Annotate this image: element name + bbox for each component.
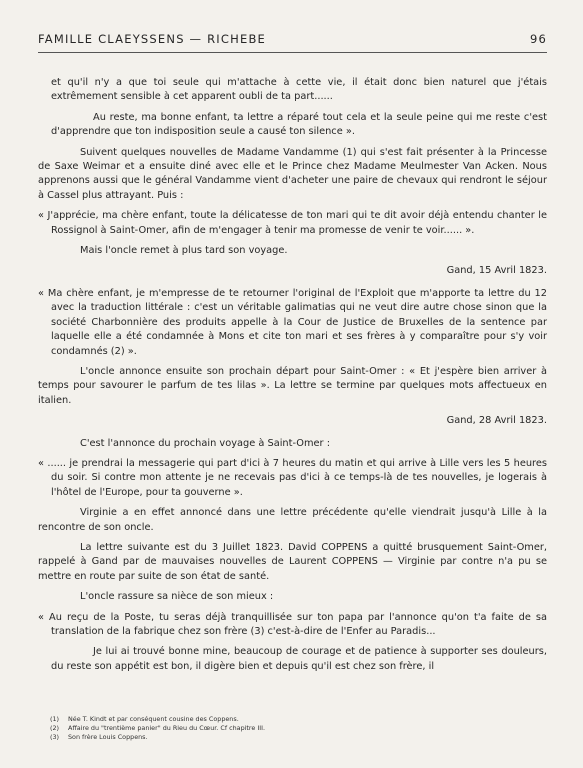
footnote [50,733,547,742]
paragraph: C'est l'annonce du prochain voyage à Saint-Omer : [80,437,330,449]
paragraph: Suivent quelques nouvelles de Madame Vandamme (1) qui s'est fait présenter à la Princesse de Saxe Weimar et a ensuite diné avec elle et le Prince chez Madame Meulmester Van Acken. Nous apprenons aussi que le général Vandamme vient d'acheter une paire de chevaux qui rendront le séjour à Cassel plus attrayant. Puis : [38,146,547,201]
page-number: 96 [529,32,547,46]
footnotes [50,715,547,742]
dateline: Gand, 15 Avril 1823. [446,265,547,277]
quote-paragraph: « J'apprécie, ma chère enfant, toute la délicatesse de ton mari qui te dit avoir déjà entendu chanter le Rossignol à Saint-Omer, afin de m'engager à tenir ma promesse de venir te voir...... ». [38,210,547,236]
quote-paragraph: « ...... je prendrai la messagerie qui part d'ici à 7 heures du matin et qui arrive à Lille vers les 5 heures du soir. Si contre mon attente je ne recevais pas d'ici à ce temps-là de tes nouvelles, je logerais à l'hôtel de l'Europe, pour ta gouverne ». [38,457,547,498]
paragraph: et qu'il n'y a que toi seule qui m'attache à cette vie, il était donc bien naturel que j'étais extrêmement sensible à cet apparent oubli de ta part...... [51,77,547,103]
footnote-number: (2) [50,724,60,732]
quote-paragraph: « Au reçu de la Poste, tu seras déjà tranquillisée sur ton papa par l'annonce qu'on t'a faite de sa translation de la fabrique chez son frère (3) c'est-à-dire de l'Enfer au Paradis... [38,611,547,637]
page-header [38,32,547,53]
paragraph: Je lui ai trouvé bonne mine, beaucoup de courage et de patience à supporter ses douleurs, du reste son appétit est bon, il digère bien et depuis qu'il est chez son frère, il [51,646,547,672]
quote-paragraph: « Ma chère enfant, je m'empresse de te retourner l'original de l'Exploit que m'apporte ta lettre du 12 avec la traduction littérale : c'est un véritable galimatias qui ne veut dire autre chose sinon que la société Charbonnière des produits appelle à la Cour de Justice de Bruxelles de la sentence par laquelle elle a été condamnée à Mons et cite ton mari et ses frères à y comparaître pour s'y voir condamnés (2) ». [38,287,547,357]
paragraph: Virginie a en effet annoncé dans une lettre précédente qu'elle viendrait jusqu'à Lille à la rencontre de son oncle. [38,507,547,533]
footnote-text: Son frère Louis Coppens. [68,733,148,741]
paragraph: Mais l'oncle remet à plus tard son voyage. [80,245,288,257]
footnote [50,724,547,733]
footnote-text: Affaire du "trentième panier" du Rieu du Cœur. Cf chapitre III. [68,724,266,732]
paragraph: L'oncle annonce ensuite son prochain départ pour Saint-Omer : « Et j'espère bien arriver à temps pour savourer le parfum de tes lilas ». La lettre se termine par quelques mots affectueux en italien. [38,365,547,406]
footnote [50,715,547,724]
footnote-text: Née T. Kindt et par conséquent cousine des Coppens. [68,715,239,723]
footnote-number: (1) [50,715,60,723]
paragraph: La lettre suivante est du 3 Juillet 1823. David COPPENS a quitté brusquement Saint-Omer, rappelé à Gand par de mauvaises nouvelles de Laurent COPPENS — Virginie par contre n'a pu se mettre en route par suite de son état de santé. [38,541,547,582]
page-body [38,76,547,680]
footnote-number: (3) [50,733,60,741]
dateline: Gand, 28 Avril 1823. [446,415,547,427]
running-title: FAMILLE CLAEYSSENS — RICHEBE [38,32,266,46]
paragraph: L'oncle rassure sa nièce de son mieux : [80,591,274,603]
paragraph: Au reste, ma bonne enfant, ta lettre a réparé tout cela et la seule peine qui me reste c'est d'apprendre que ton indisposition seule a causé ton silence ». [51,111,547,138]
